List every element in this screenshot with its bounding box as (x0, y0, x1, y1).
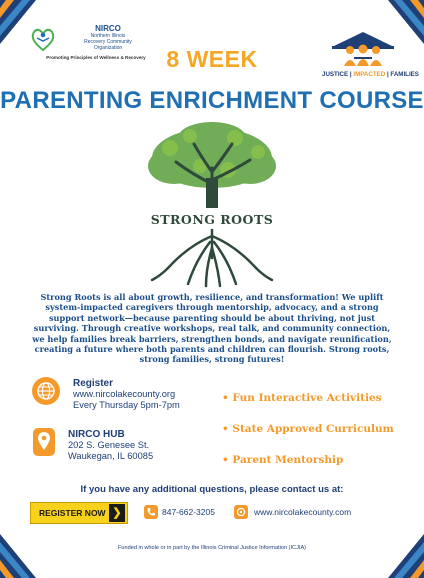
register-now-button[interactable] (30, 502, 128, 524)
register-url[interactable]: www.nircolakecounty.org (73, 389, 176, 399)
strong-roots-tree-logo (140, 118, 284, 290)
logo-word-impacted: IMPACTED (353, 71, 386, 78)
headline-course: PARENTING ENRICHMENT COURSE (0, 87, 424, 114)
location-block (68, 429, 153, 462)
contact-phone[interactable]: 847-662-3205 (162, 507, 215, 517)
chevron-right-icon: ❯ (109, 504, 125, 522)
funding-note: Funded in whole or in part by the Illinois Criminal Justice Information (ICJIA) (117, 545, 307, 551)
location-city: Waukegan, IL 60085 (68, 451, 154, 461)
location-street: 202 S. Genesee St. (68, 440, 150, 450)
org-fullname-line1: Northern Illinois (90, 33, 126, 39)
org-fullname-line2: Recovery Community (84, 39, 132, 45)
phone-icon (144, 505, 158, 519)
location-pin-icon (33, 428, 55, 456)
tree-logo-text: STRONG ROOTS (150, 212, 274, 227)
location-title: NIRCO HUB (68, 429, 125, 440)
headline-weeks: 8 WEEK (166, 46, 258, 72)
justice-impacted-families-logo: JUSTICE | IMPACTED | FAMILIES (322, 30, 404, 84)
description-paragraph: Strong Roots is all about growth, resilience, and transformation! We uplift system-impacted caregivers through mentorship, advocacy, and a strong support network—because parenting should be about thriving, not just surviving. Through creative workshops, real talk, and community connection, we help families break barriers, strengthen bonds, and navigate reunification, creating a future where both parents and children can flourish. Strong roots, strong families, strong futures! (32, 292, 392, 365)
org-fullname-line3: Organization (93, 45, 123, 51)
contact-question: If you have any additional questions, please contact us at: (80, 484, 344, 495)
feature-item: • Fun Interactive Activities (222, 392, 382, 404)
feature-list (222, 388, 394, 468)
logo-word-families: FAMILIES (390, 71, 419, 78)
register-schedule: Every Thursday 5pm-7pm (73, 400, 180, 410)
org-tagline: Promoting Principles of Wellness & Recovery (46, 55, 146, 60)
globe-icon (32, 377, 60, 405)
org-name: NIRCO (95, 24, 121, 33)
contact-website[interactable]: www.nircolakecounty.com (254, 507, 352, 517)
corner-decoration-bottom-right (384, 528, 424, 578)
feature-item: • State Approved Curriculum (222, 423, 394, 435)
logo-word-justice: JUSTICE (322, 71, 349, 78)
register-block (73, 378, 180, 411)
register-title: Register (73, 378, 114, 389)
feature-item: • Parent Mentorship (222, 454, 344, 466)
register-now-label: REGISTER NOW (39, 508, 106, 518)
corner-decoration-bottom-left (0, 528, 40, 578)
web-icon (234, 505, 248, 519)
